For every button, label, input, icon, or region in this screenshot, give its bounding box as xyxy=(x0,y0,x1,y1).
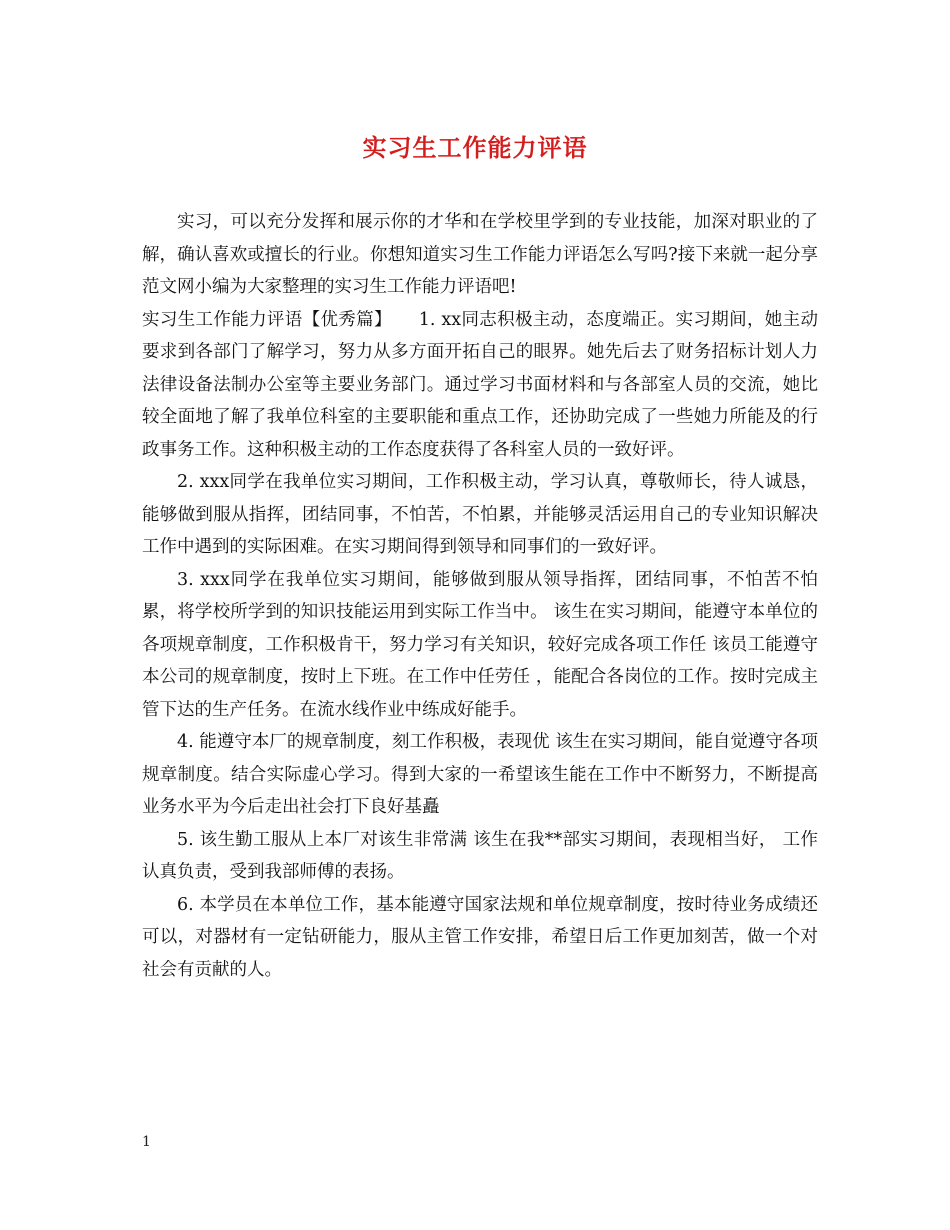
page-number: 1 xyxy=(142,1134,151,1150)
paragraph-6: 6. 本学员在本单位工作，基本能遵守国家法规和单位规章制度，按时待业务成绩还可以，对器材有一定钻研能力，服从主管工作安排，希望日后工作更加刻苦，做一个对社会有贡献的人。 xyxy=(142,894,818,980)
document-body xyxy=(142,206,818,986)
intro-paragraph: 实习，可以充分发挥和展示你的才华和在学校里学到的专业技能，加深对职业的了解，确认喜欢或擅长的行业。你想知道实习生工作能力评语怎么写吗?接下来就一起分享范文网小编为大家整理的实习生工作能力评语吧! xyxy=(142,212,818,297)
paragraph-4: 4. 能遵守本厂的规章制度，刻工作积极，表现优 该生在实习期间，能自觉遵守各项规章制度。结合实际虚心学习。得到大家的一希望该生能在工作中不断努力，不断提高业务水平为今后走出社会打下良好基矗 xyxy=(142,732,818,817)
document-title: 实习生工作能力评语 xyxy=(362,133,588,162)
paragraph-5: 5. 该生勤工服从上本厂对该生非常满 该生在我**部实习期间，表现相当好， 工作认真负责，受到我部师傅的表扬。 xyxy=(142,829,818,882)
paragraph-2: 2. xxx同学在我单位实习期间，工作积极主动，学习认真，尊敬师长，待人诚恳，能够做到服从指挥，团结同事，不怕苦，不怕累，并能够灵活运用自己的专业知识解决工作中遇到的实际困难。在实习期间得到领导和同事们的一致好评。 xyxy=(142,472,818,557)
paragraph-3: 3. xxx同学在我单位实习期间，能够做到服从领导指挥，团结同事，不怕苦不怕累，将学校所学到的知识技能运用到实际工作当中。 该生在实习期间，能遵守本单位的各项规章制度，工作积极肯干，努力学习有关知识，较好完成各项工作任 该员工能遵守本公司的规章制度，按时上下班。在工作中任劳任 ，能配合各岗位的工作。按时完成主管下达的生产任务。在流水线作业中练成好能手。 xyxy=(142,569,818,720)
paragraph-1: 实习生工作能力评语【优秀篇】 1. xx同志积极主动，态度端正。实习期间，她主动要求到各部门了解学习，努力从多方面开拓自己的眼界。她先后去了财务招标计划人力法律设备法制办公室等主要业务部门。通过学习书面材料和与各部室人员的交流，她比较全面地了解了我单位科室的主要职能和重点工作，还协助完成了一些她力所能及的行政事务工作。这种积极主动的工作态度获得了各科室人员的一致好评。 xyxy=(142,309,818,460)
